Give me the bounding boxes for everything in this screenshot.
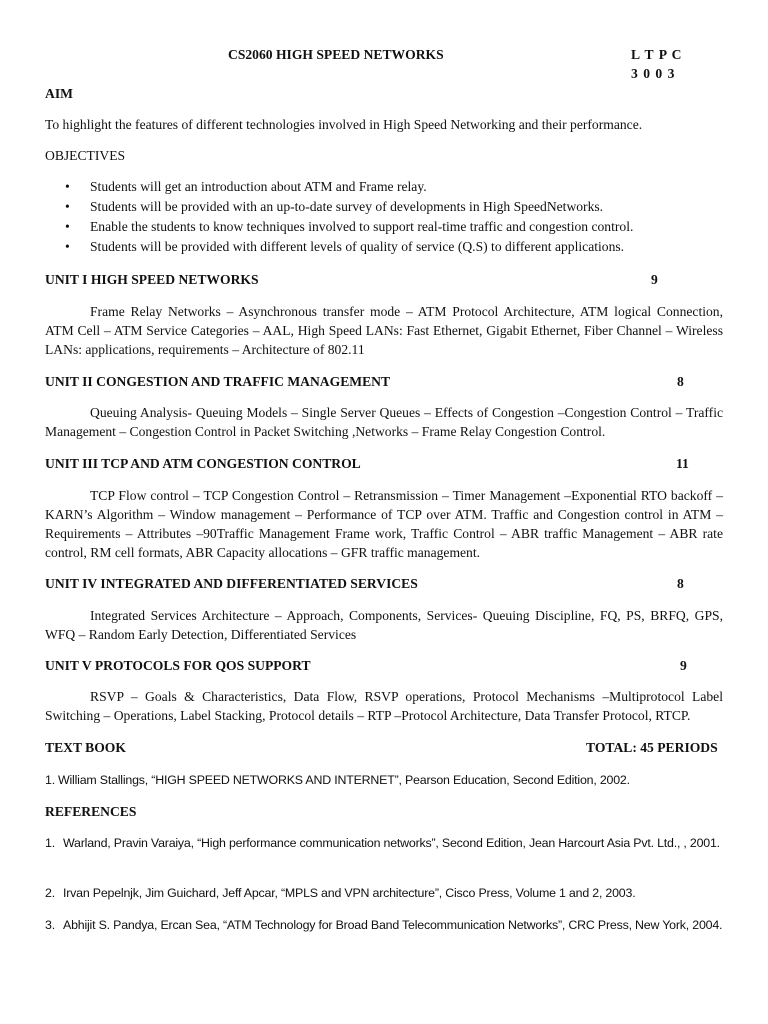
unit-3-heading: UNIT III TCP AND ATM CONGESTION CONTROL [45, 456, 361, 471]
unit-2-hours: 8 [677, 374, 684, 389]
reference-item [45, 916, 723, 935]
reference-text: Abhijit S. Pandya, Ercan Sea, “ATM Technology for Broad Band Telecommunication Networks”, CRC Press, New York, 2004. [63, 918, 723, 932]
total-periods: TOTAL: 45 PERIODS [586, 740, 718, 755]
bullet-icon: • [65, 199, 70, 214]
reference-text: Warland, Pravin Varaiya, “High performance communication networks”, Second Edition, Jean Harcourt Asia Pvt. Ltd., , 2001. [63, 836, 720, 850]
reference-item [45, 884, 723, 903]
unit-4-hours: 8 [677, 576, 684, 591]
title-row [45, 45, 723, 85]
reference-number: 2. [45, 886, 55, 900]
unit-3-text: TCP Flow control – TCP Congestion Control – Retransmission – Timer Management –Exponential RTO backoff – KARN’s Algorithm – Window management – Performance of TCP over ATM. Traffic and Congestion control in ATM – Requirements – Attributes –90Traffic Management Frame work, Traffic Control – ABR traffic Management – ABR rate control, RM cell formats, ABR Capacity allocations – GFR traffic management. [45, 488, 723, 560]
reference-number: 3. [45, 918, 55, 932]
objectives-heading: OBJECTIVES [45, 148, 126, 163]
unit-4-heading: UNIT IV INTEGRATED AND DIFFERENTIATED SERVICES [45, 576, 418, 591]
bullet-icon: • [65, 179, 70, 194]
list-item: • Students will get an introduction about ATM and Frame relay. [65, 179, 427, 194]
aim-heading: AIM [45, 86, 73, 101]
ltpc-block [631, 45, 682, 83]
textbook-item-text: William Stallings, “HIGH SPEED NETWORKS AND INTERNET”, Pearson Education, Second Edition, 2002. [58, 773, 630, 787]
bullet-icon: • [65, 239, 70, 254]
unit-5-text: RSVP – Goals & Characteristics, Data Flow, RSVP operations, Protocol Mechanisms –Multiprotocol Label Switching – Operations, Label Stacking, Protocol details – RTP –Protocol Architecture, Data Transfer Protocol, RTCP. [45, 689, 723, 723]
objectives-list [45, 177, 723, 257]
textbook-item-number: 1. [45, 773, 55, 787]
unit-5-heading: UNIT V PROTOCOLS FOR QOS SUPPORT [45, 658, 311, 673]
course-title: CS2060 HIGH SPEED NETWORKS [228, 47, 444, 62]
unit-4-text: Integrated Services Architecture – Approach, Components, Services- Queuing Discipline, FQ, PS, BRFQ, GPS, WFQ – Random Early Detection, Differentiated Services [45, 608, 723, 642]
unit-1-heading: UNIT I HIGH SPEED NETWORKS [45, 272, 259, 287]
unit-2-heading: UNIT II CONGESTION AND TRAFFIC MANAGEMENT [45, 374, 391, 389]
reference-text: Irvan Pepelnjk, Jim Guichard, Jeff Apcar, “MPLS and VPN architecture”, Cisco Press, Volume 1 and 2, 2003. [63, 886, 636, 900]
reference-number: 1. [45, 836, 55, 850]
unit-1-hours: 9 [651, 272, 658, 287]
bullet-icon: • [65, 219, 70, 234]
list-item: • Students will be provided with an up-to-date survey of developments in High SpeedNetworks. [65, 199, 604, 214]
ltpc-values: 3 0 0 3 [631, 66, 676, 81]
unit-2-text: Queuing Analysis- Queuing Models – Single Server Queues – Effects of Congestion –Congestion Control – Traffic Management – Congestion Control in Packet Switching ,Networks – Frame Relay Congestion Control. [45, 405, 723, 439]
reference-item [45, 834, 723, 853]
unit-5-hours: 9 [680, 658, 687, 673]
textbook-heading: TEXT BOOK [45, 740, 126, 755]
unit-3-hours: 11 [676, 456, 689, 471]
references-heading: REFERENCES [45, 804, 137, 819]
ltpc-letters: L T P C [631, 47, 683, 62]
unit-1-text: Frame Relay Networks – Asynchronous transfer mode – ATM Protocol Architecture, ATM logical Connection, ATM Cell – ATM Service Categories – AAL, High Speed LANs: Fast Ethernet, Gigabit Ethernet, Fiber Channel – Wireless LANs: applications, requirements – Architecture of 802.11 [45, 304, 723, 357]
aim-text: To highlight the features of different technologies involved in High Speed Networking and their performance. [45, 117, 643, 132]
list-item: • Enable the students to know techniques involved to support real-time traffic and congestion control. [65, 219, 634, 234]
list-item: • Students will be provided with different levels of quality of service (Q.S) to different applications. [65, 239, 625, 254]
textbook-item [45, 771, 723, 790]
